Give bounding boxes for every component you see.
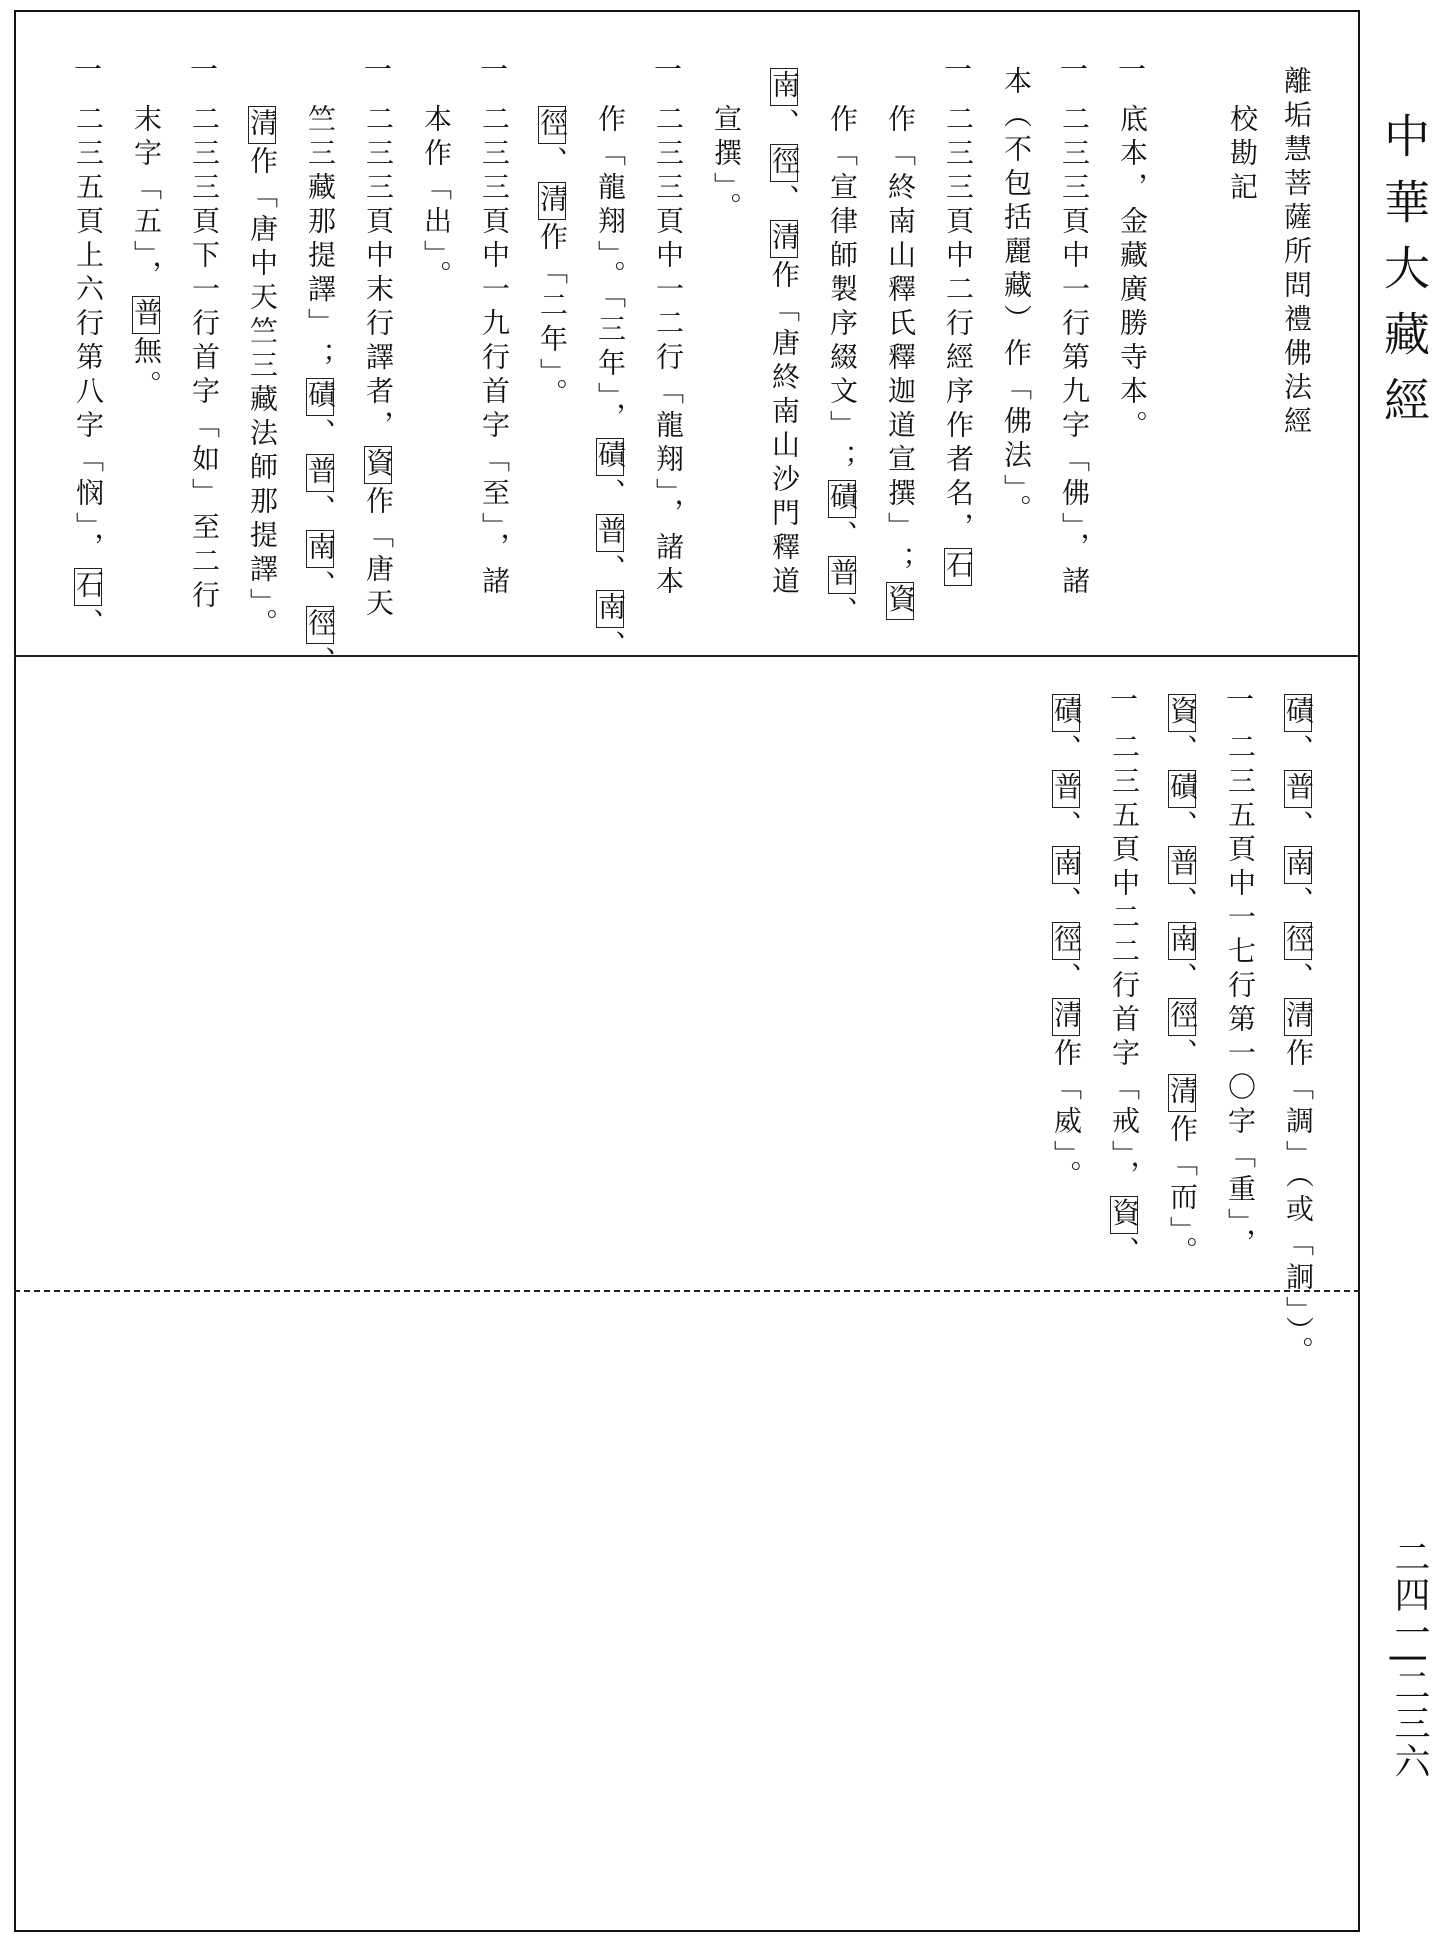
- note-text: 徑、清作「二年」。: [536, 108, 569, 412]
- edition-mark: 南: [594, 592, 627, 626]
- note-text: 磧、普、南、徑、清作「威」。: [1050, 696, 1083, 1194]
- edition-mark: 徑: [768, 146, 801, 180]
- edition-mark: 清: [1282, 1000, 1315, 1034]
- note-text: 二三三頁中二行經序作者名，石: [942, 104, 975, 584]
- note-text: 二三五頁中二二行首字「戒」，資、: [1108, 732, 1141, 1270]
- note-marker: 一: [189, 53, 218, 86]
- edition-mark: 普: [1282, 772, 1315, 806]
- edition-mark: 磧: [1282, 696, 1315, 730]
- edition-mark: 石: [72, 570, 105, 604]
- section-divider-top: [14, 655, 1360, 657]
- edition-mark: 清: [1050, 1000, 1083, 1034]
- note-text: 二三三頁下一行首字「如」至二行: [188, 104, 221, 614]
- book-title: 中華大藏經: [1377, 112, 1431, 442]
- note-text: 二三三頁中末行譯者，資作「唐天: [362, 104, 395, 622]
- page-number: 二四一|二三六: [1389, 1538, 1430, 1781]
- note-text: 二三三頁中一九行首字「至」，諸: [478, 104, 511, 600]
- edition-mark: 磧: [826, 482, 859, 516]
- edition-mark: 磧: [1050, 696, 1083, 730]
- note-text: 二三三頁中一行第九字「佛」，諸: [1058, 104, 1091, 600]
- edition-mark: 普: [130, 298, 163, 332]
- section-divider-bottom: [14, 1290, 1360, 1292]
- note-marker: 一: [1117, 53, 1146, 86]
- note-text: 二三五頁上六行第八字「悯」，石、: [72, 104, 105, 642]
- note-text: 本作「出」。: [420, 104, 453, 294]
- edition-mark: 徑: [1050, 924, 1083, 958]
- edition-mark: 南: [304, 532, 337, 566]
- edition-mark: 普: [1050, 772, 1083, 806]
- edition-mark: 石: [942, 550, 975, 584]
- edition-mark: 普: [594, 516, 627, 550]
- note-text: 作「宣律師製序綴文」；磧、普、: [826, 104, 859, 630]
- edition-mark: 南: [1282, 848, 1315, 882]
- note-marker: 一: [363, 53, 392, 86]
- edition-mark: 清: [536, 184, 569, 218]
- note-marker: 一: [1109, 683, 1138, 716]
- edition-mark: 磧: [1166, 772, 1199, 806]
- note-marker: 一: [73, 53, 102, 86]
- note-text: 二三三頁中一二行「龍翔」，諸本: [652, 104, 685, 600]
- note-text: 底本，金藏廣勝寺本。: [1116, 104, 1149, 444]
- note-text: 磧、普、南、徑、清作「調」（或「詗」）。: [1282, 696, 1315, 1370]
- section-subtitle: 校勘記: [1226, 104, 1259, 206]
- edition-mark: 普: [304, 456, 337, 490]
- note-text: 南、徑、清作「唐終南山沙門釋道: [768, 70, 801, 600]
- note-marker: 一: [943, 53, 972, 86]
- note-text: 末字「五」，普無。: [130, 104, 163, 404]
- edition-mark: 徑: [1166, 1000, 1199, 1034]
- note-text: 作「龍翔」。「三年」，磧、普、南、: [594, 104, 627, 664]
- edition-mark: 清: [768, 222, 801, 256]
- edition-mark: 磧: [594, 440, 627, 474]
- sutra-title: 離垢慧菩薩所問禮佛法經: [1280, 66, 1313, 440]
- edition-mark: 徑: [536, 108, 569, 142]
- note-text: 二三五頁中一七行第一〇字「重」，: [1224, 732, 1257, 1262]
- edition-mark: 南: [1166, 924, 1199, 958]
- edition-mark: 清: [1166, 1076, 1199, 1110]
- note-text: 竺三藏那提譯」；磧、普、南、徑、: [304, 104, 337, 680]
- note-marker: 一: [653, 53, 682, 86]
- edition-mark: 徑: [1282, 924, 1315, 958]
- edition-mark: 資: [884, 584, 917, 618]
- edition-mark: 資: [362, 448, 395, 482]
- edition-mark: 徑: [304, 608, 337, 642]
- edition-mark: 南: [768, 70, 801, 104]
- edition-mark: 清: [246, 108, 279, 142]
- edition-mark: 南: [1050, 848, 1083, 882]
- edition-mark: 磧: [304, 380, 337, 414]
- note-marker: 一: [1225, 683, 1254, 716]
- note-marker: 一: [479, 53, 508, 86]
- note-text: 作「終南山釋氏釋迦道宣撰」；資: [884, 104, 917, 618]
- edition-mark: 普: [826, 558, 859, 592]
- note-text: 宣撰」。: [710, 104, 743, 226]
- edition-mark: 普: [1166, 848, 1199, 882]
- note-text: 清作「唐中天竺三藏法師那提譯」。: [246, 108, 279, 642]
- note-marker: 一: [1059, 53, 1088, 86]
- edition-mark: 資: [1108, 1198, 1141, 1232]
- note-text: 本（不包括麗藏）作「佛法」。: [1000, 66, 1033, 528]
- note-text: 資、磧、普、南、徑、清作「而」。: [1166, 696, 1199, 1270]
- edition-mark: 資: [1166, 696, 1199, 730]
